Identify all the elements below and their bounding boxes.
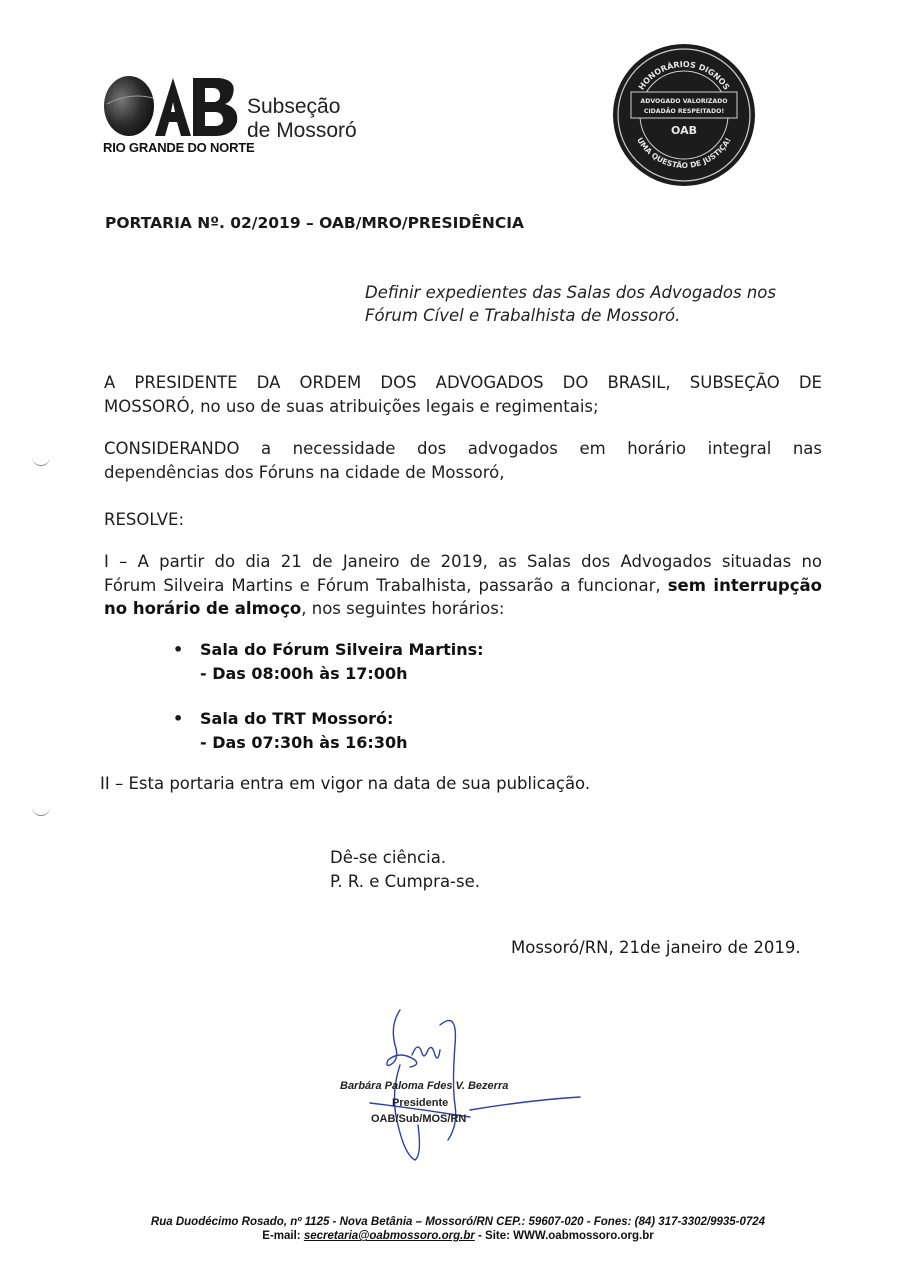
considerando-line-2: dependências dos Fóruns na cidade de Mossoró, bbox=[104, 462, 505, 482]
resolve-heading: RESOLVE: bbox=[104, 510, 185, 529]
schedule-item-name: Sala do TRT Mossoró: bbox=[200, 709, 394, 728]
considerando-paragraph bbox=[104, 437, 822, 484]
footer-email-link[interactable]: secretaria@oabmossoro.org.br bbox=[303, 1230, 475, 1242]
seal-logo: OAB bbox=[671, 124, 697, 137]
article-1-emphasis-2: no horário de almoço bbox=[104, 599, 302, 618]
article-1-line-2 bbox=[104, 574, 822, 598]
schedule-item-hours: - Das 08:00h às 17:00h bbox=[200, 664, 408, 683]
signatory-name: Barbára Paloma Fdes V. Bezerra bbox=[340, 1080, 509, 1092]
document-title: PORTARIA Nº. 02/2019 – OAB/MRO/PRESIDÊNCIA bbox=[105, 214, 524, 232]
signatory-org: OAB/Sub/MOS/RN bbox=[371, 1113, 467, 1125]
seal-top-text: HONORÁRIOS DIGNOS bbox=[636, 59, 732, 92]
seal-bottom-text: UMA QUESTÃO DE JUSTIÇA! bbox=[635, 135, 733, 171]
bullet-icon: • bbox=[173, 709, 184, 728]
bullet-icon: • bbox=[173, 640, 184, 659]
logo-region-text: RIO GRANDE DO NORTE bbox=[103, 140, 255, 155]
footer-contact bbox=[0, 1230, 916, 1242]
preamble-line-2: MOSSORÓ, no uso de suas atribuições legais e regimentais; bbox=[104, 396, 599, 416]
subsecao-city: de Mossoró bbox=[247, 119, 357, 142]
margin-mark bbox=[32, 455, 50, 466]
seal-middle-1: ADVOGADO VALORIZADO bbox=[640, 98, 728, 105]
article-1-line-1: I – A partir do dia 21 de Janeiro de 2019, as Salas dos Advogados situadas no bbox=[104, 552, 822, 571]
footer-site: - Site: WWW.oabmossoro.org.br bbox=[474, 1230, 654, 1242]
schedule-item-name: Sala do Fórum Silveira Martins: bbox=[200, 640, 484, 659]
ementa-line-1: Definir expedientes das Salas dos Advogados nos bbox=[365, 283, 776, 302]
honorarios-seal bbox=[611, 42, 757, 188]
preamble-paragraph bbox=[104, 371, 822, 418]
closing-line-2: P. R. e Cumpra-se. bbox=[330, 872, 480, 891]
footer-address: Rua Duodécimo Rosado, nº 1125 - Nova Betânia – Mossoró/RN CEP.: 59607-020 - Fones: (84) 317-3302/9935-0724 bbox=[150, 1216, 766, 1228]
article-1-line-2-text: Fórum Silveira Martins e Fórum Trabalhista, passarão a funcionar, bbox=[104, 575, 668, 595]
article-2-paragraph: II – Esta portaria entra em vigor na data de sua publicação. bbox=[100, 774, 591, 793]
date-line: Mossoró/RN, 21de janeiro de 2019. bbox=[511, 938, 801, 957]
article-1-emphasis-1: sem interrupção bbox=[667, 575, 822, 595]
seal-middle-2: CIDADÃO RESPEITADO! bbox=[643, 108, 725, 115]
subsecao-label: Subseção bbox=[247, 95, 341, 118]
article-1-paragraph bbox=[104, 550, 822, 621]
preamble-line-1: A PRESIDENTE DA ORDEM DOS ADVOGADOS DO BRASIL, SUBSEÇÃO DE bbox=[104, 373, 822, 392]
article-1-line-3-text: , nos seguintes horários: bbox=[301, 599, 505, 618]
margin-mark bbox=[32, 805, 50, 816]
signatory-role: Presidente bbox=[392, 1097, 449, 1109]
considerando-line-1: CONSIDERANDO a necessidade dos advogados em horário integral nas bbox=[104, 439, 822, 458]
ementa-line-2: Fórum Cível e Trabalhista de Mossoró. bbox=[365, 306, 681, 325]
closing-line-1: Dê-se ciência. bbox=[330, 848, 447, 867]
article-1-line-3 bbox=[104, 597, 822, 621]
footer-email-label: E-mail: bbox=[262, 1230, 304, 1242]
schedule-item-hours: - Das 07:30h às 16:30h bbox=[200, 733, 408, 752]
oab-logo bbox=[103, 74, 243, 144]
